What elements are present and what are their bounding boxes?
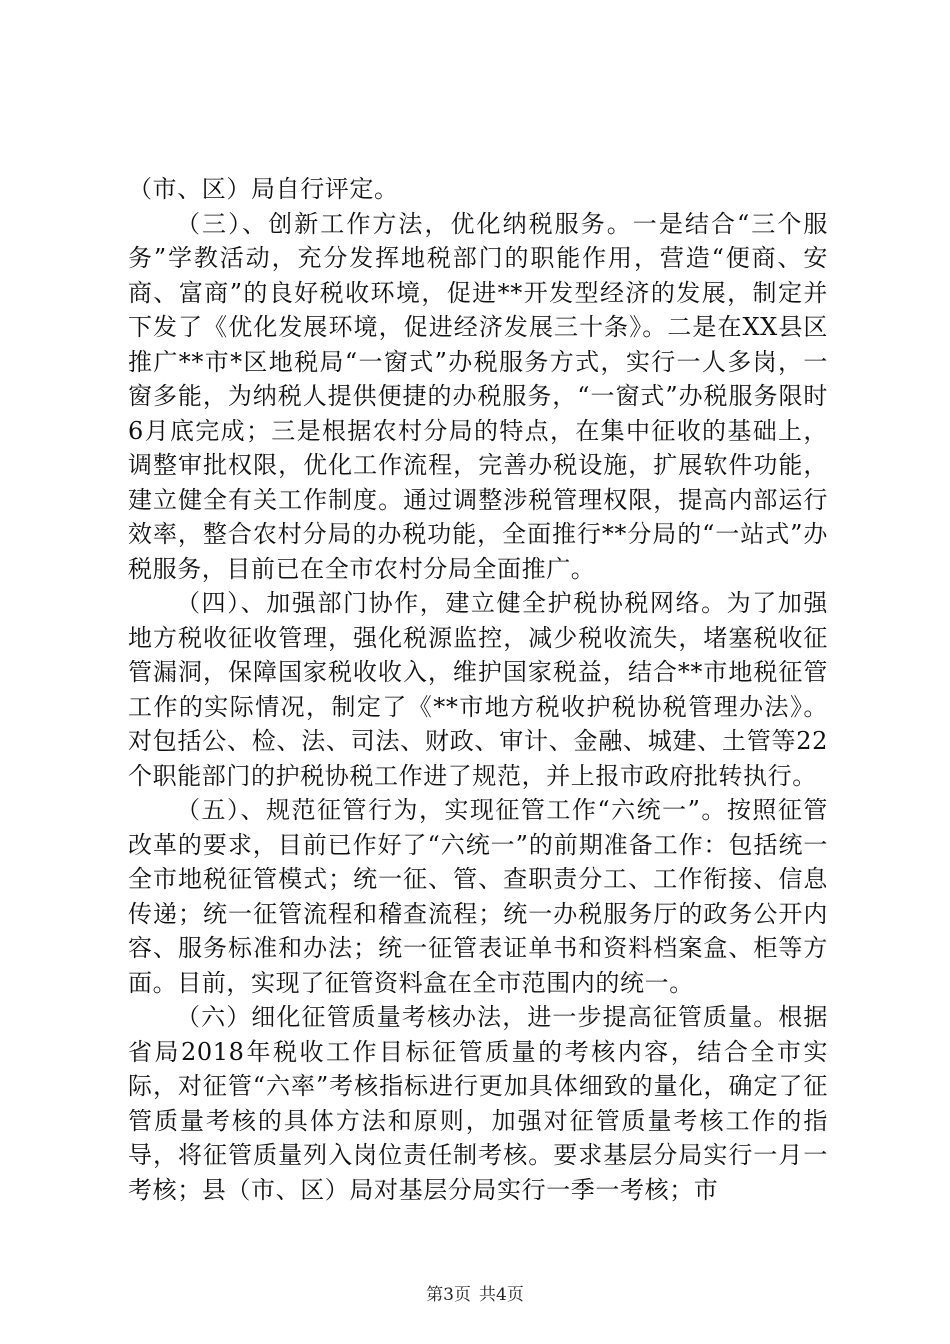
page-footer: [0, 1280, 950, 1305]
document-body: [128, 172, 828, 1207]
paragraph-section-3: （三）、创新工作方法，优化纳税服务。一是结合“三个服务”学教活动，充分发挥地税部门的职能作用，营造“便商、安商、富商”的良好税收环境，促进**开发型经济的发展，制定并下发了《优化发展环境，促进经济发展三十条》。二是在XX县区推广**市*区地税局“一窗式”办税服务方式，实行一人多岗，一窗多能，为纳税人提供便捷的办税服务，“一窗式”办税服务限时6月底完成；三是根据农村分局的特点，在集中征收的基础上，调整审批权限，优化工作流程，完善办税设施，扩展软件功能，建立健全有关工作制度。通过调整涉税管理权限，提高内部运行效率，整合农村分局的办税功能，全面推行**分局的“一站式”办税服务，目前已在全市农村分局全面推广。: [128, 209, 828, 583]
paragraph-continuation: （市、区）局自行评定。: [128, 175, 399, 203]
page-total: 共4页: [479, 1285, 524, 1305]
paragraph-section-6: （六）细化征管质量考核办法，进一步提高征管质量。根据省局2018年税收工作目标征管质量的考核内容，结合全市实际，对征管“六率”考核指标进行更加具体细致的量化，确定了征管质量考核的具体方法和原则，加强对征管质量考核工作的指导，将征管质量列入岗位责任制考核。要求基层分局实行一月一考核；县（市、区）局对基层分局实行一季一考核；市: [128, 1003, 828, 1204]
paragraph-section-5: （五）、规范征管行为，实现征管工作“六统一”。按照征管改革的要求，目前已作好了“六统一”的前期准备工作：包括统一全市地税征管模式；统一征、管、查职责分工、工作衔接、信息传递；统一征管流程和稽查流程；统一办税服务厅的政务公开内容、服务标准和办法；统一征管表证单书和资料档案盒、柜等方面。目前，实现了征管资料盒在全市范围内的统一。: [128, 796, 828, 997]
page-number: 第3页: [426, 1285, 471, 1305]
paragraph-section-4: （四）、加强部门协作，建立健全护税协税网络。为了加强地方税收征收管理，强化税源监控，减少税收流失，堵塞税收征管漏洞，保障国家税收收入，维护国家税益，结合**市地税征管工作的实际情况，制定了《**市地方税收护税协税管理办法》。对包括公、检、法、司法、财政、审计、金融、城建、土管等22个职能部门的护税协税工作进了规范，并上报市政府批转执行。: [128, 589, 828, 790]
